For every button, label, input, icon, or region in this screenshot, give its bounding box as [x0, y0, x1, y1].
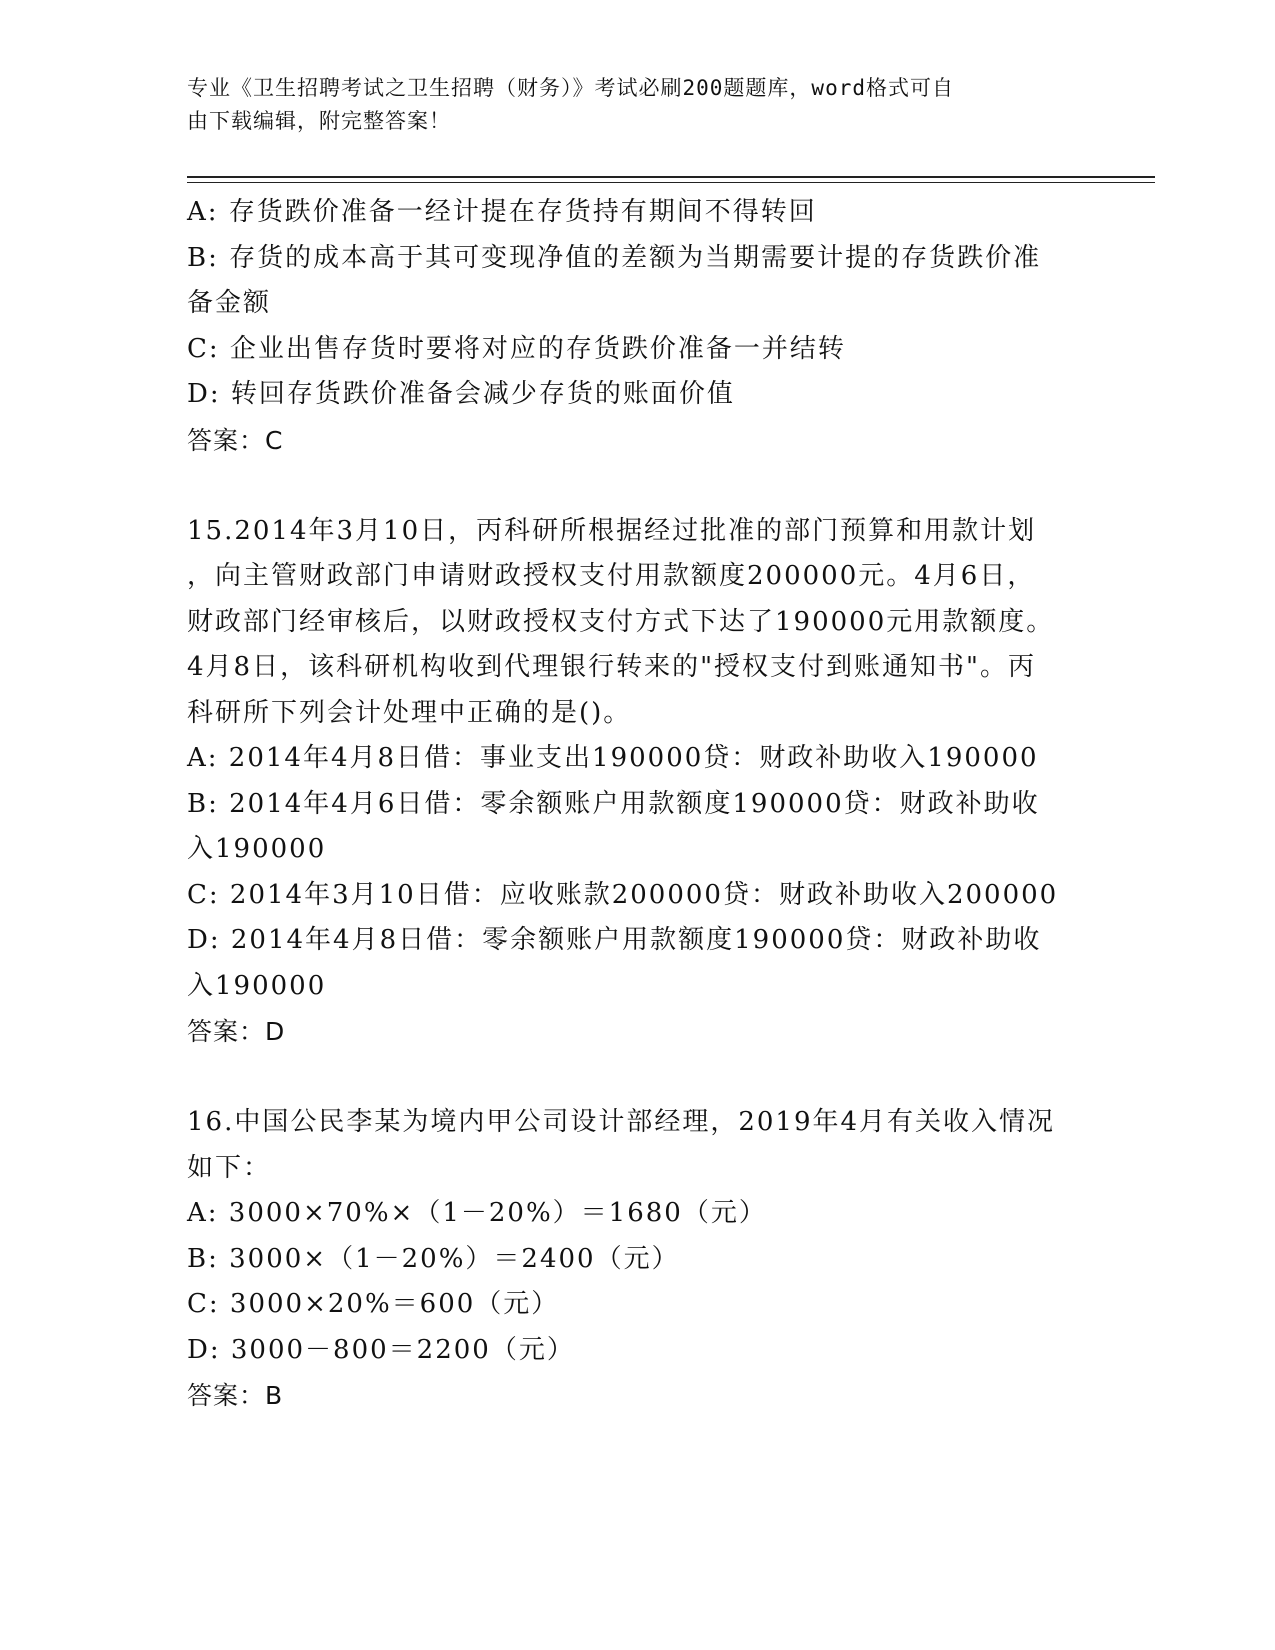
option-b-continued: 备金额: [187, 288, 272, 318]
option-b: B: 2014年4月6日借：零余额账户用款额度190000贷：财政补助收: [187, 788, 1040, 819]
header-line-2: 由下载编辑，附完整答案！: [187, 109, 451, 133]
answer-line: 答案：D: [187, 1017, 286, 1046]
spacer: [187, 1055, 1087, 1101]
question-stem: 财政部门经审核后，以财政授权支付方式下达了190000元用款额度。: [187, 606, 1055, 637]
option-d: D: 2014年4月8日借：零余额账户用款额度190000贷：财政补助收: [187, 925, 1042, 955]
question-stem: 如下：: [187, 1152, 272, 1183]
option-a: A: 存货跌价准备一经计提在存货持有期间不得转回: [187, 197, 817, 227]
option-a: A: 3000×70%×（1－20%）＝1680（元）: [187, 1198, 767, 1228]
header-divider-thin: [187, 182, 1155, 183]
option-c: C: 企业出售存货时要将对应的存货跌价准备一并结转: [187, 333, 846, 364]
option-a: A: 2014年4月8日借：事业支出190000贷：财政补助收入190000: [187, 743, 1039, 773]
option-b: B: 存货的成本高于其可变现净值的差额为当期需要计提的存货跌价准: [187, 242, 1042, 273]
answer-line: 答案：C: [187, 425, 284, 455]
spacer: [187, 463, 1087, 509]
question-stem: ，向主管财政部门申请财政授权支付用款额度200000元。4月6日，: [187, 561, 1036, 591]
question-stem: 15.2014年3月10日，丙科研所根据经过批准的部门预算和用款计划: [187, 515, 1037, 546]
document-header: [187, 72, 1077, 138]
option-c: C: 3000×20%＝600（元）: [187, 1289, 560, 1319]
option-d-continued: 入190000: [187, 970, 327, 1001]
option-b-continued: 入190000: [187, 834, 327, 864]
question-stem: 4月8日，该科研机构收到代理银行转来的"授权支付到账通知书"。丙: [187, 652, 1037, 682]
option-d: D: 转回存货跌价准备会减少存货的账面价值: [187, 379, 735, 409]
question-16: [187, 1100, 1087, 1419]
question-stem: 16.中国公民李某为境内甲公司设计部经理，2019年4月有关收入情况: [187, 1107, 1056, 1137]
header-line-1: 专业《卫生招聘考试之卫生招聘（财务）》考试必刷200题题库，word格式可自: [187, 76, 954, 100]
question-15: [187, 509, 1087, 1055]
option-c: C: 2014年3月10日借：应收账款200000贷：财政补助收入200000: [187, 879, 1059, 910]
question-14-options: [187, 190, 1087, 463]
option-d: D: 3000－800＝2200（元）: [187, 1334, 575, 1365]
answer-line: 答案：B: [187, 1381, 284, 1410]
question-stem: 科研所下列会计处理中正确的是()。: [187, 697, 632, 728]
document-body: [187, 190, 1087, 1419]
option-b: B: 3000×（1－20%）＝2400（元）: [187, 1243, 680, 1274]
header-divider-thick: [187, 176, 1155, 178]
